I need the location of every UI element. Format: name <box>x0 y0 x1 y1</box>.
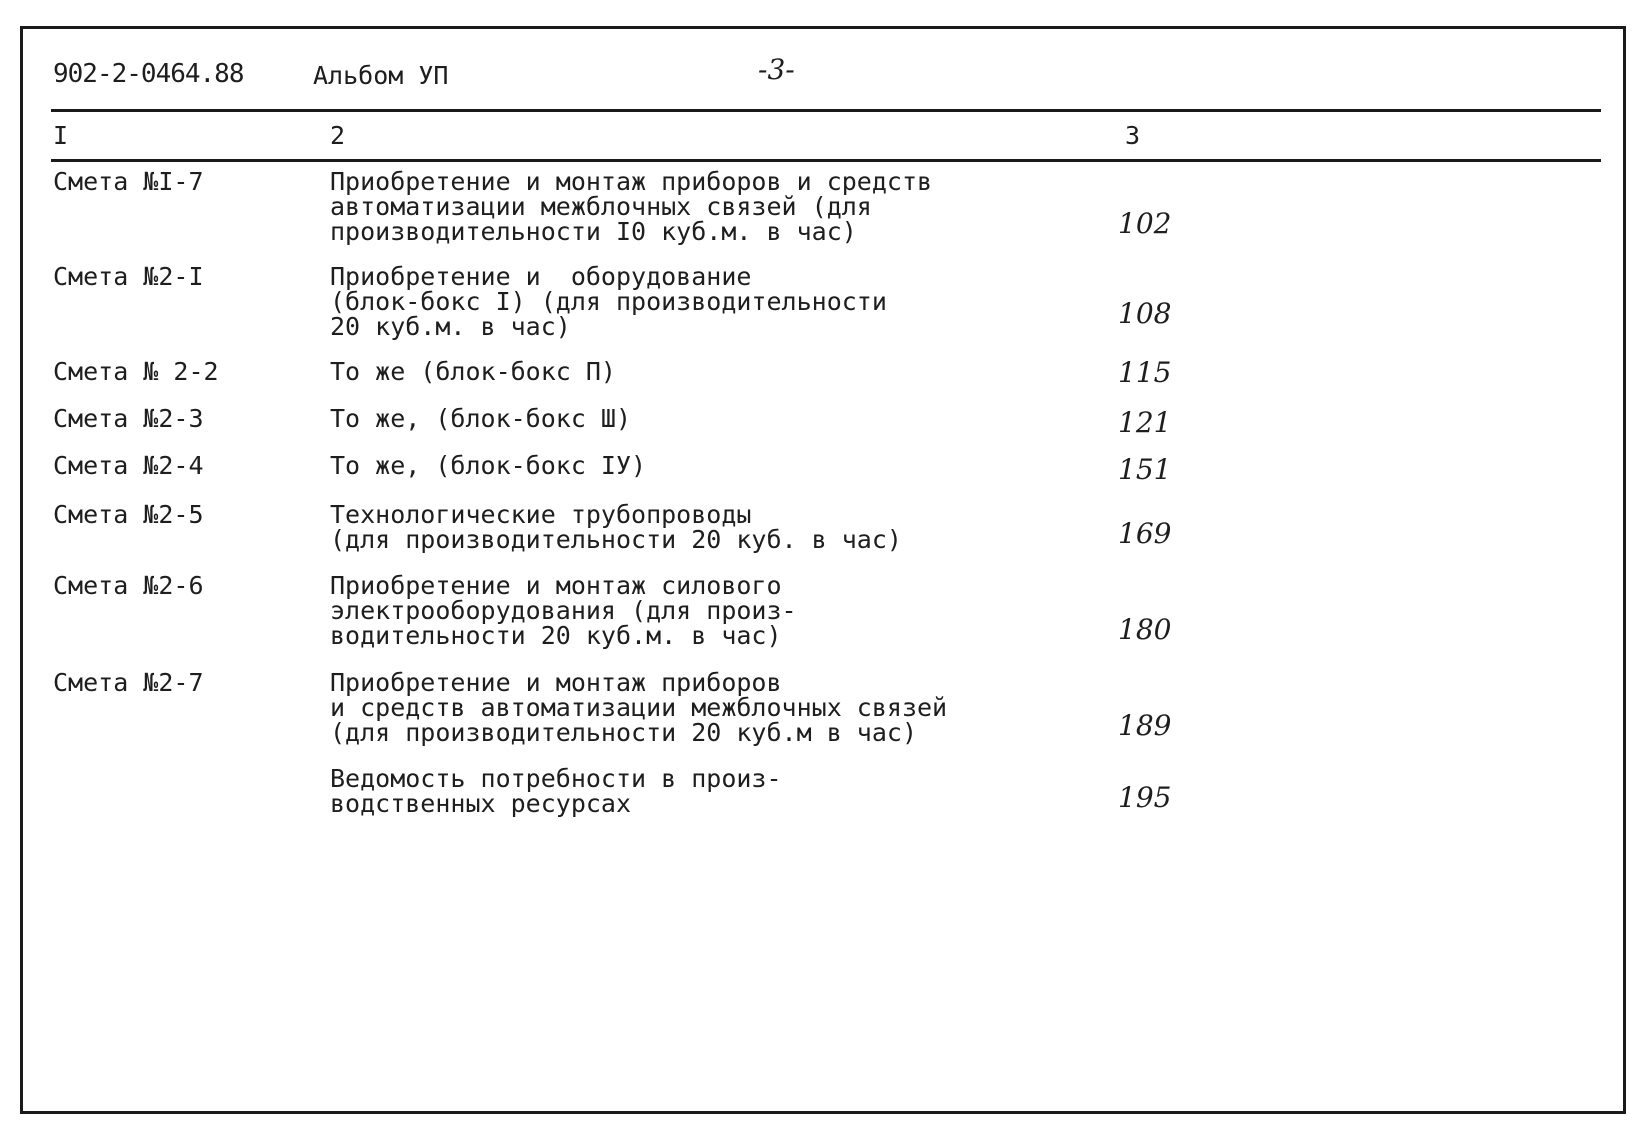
row-6-name: Смета №2-5 <box>53 500 204 529</box>
row-7-description: Приобретение и монтаж силового электрооборудования (для произ- водительности 20 куб.м. в час) <box>330 571 797 650</box>
row-4-page: 121 <box>1118 406 1172 439</box>
row-1-description: Приобретение и монтаж приборов и средств автоматизации межблочных связей (для производительности I0 куб.м. в час) <box>330 167 933 246</box>
row-1-name: Смета №I-7 <box>53 167 204 196</box>
row-5-page: 151 <box>1118 453 1172 486</box>
row-4-name: Смета №2-3 <box>53 404 204 433</box>
row-4-description: То же, (блок-бокс Ш) <box>330 404 632 433</box>
column-header-1: I <box>53 121 69 150</box>
row-5-description: То же, (блок-бокс IУ) <box>330 451 647 480</box>
row-8-page: 189 <box>1118 709 1172 742</box>
page-number: -3- <box>758 53 795 86</box>
row-3-name: Смета № 2-2 <box>53 357 219 386</box>
row-3-description: То же (блок-бокс П) <box>330 357 616 386</box>
document-code: 902-2-0464.88 <box>53 59 244 89</box>
row-6-page: 169 <box>1118 517 1172 550</box>
row-8-description: Приобретение и монтаж приборов и средств автоматизации межблочных связей (для производительности 20 куб.м в час) <box>330 668 948 747</box>
row-5-name: Смета №2-4 <box>53 451 204 480</box>
row-2-name: Смета №2-I <box>53 262 204 291</box>
document-sheet <box>20 26 1626 1114</box>
row-1-page: 102 <box>1118 207 1172 240</box>
row-7-name: Смета №2-6 <box>53 571 204 600</box>
row-9-description: Ведомость потребности в произ- водственных ресурсах <box>330 764 782 818</box>
row-9-page: 195 <box>1118 781 1172 814</box>
row-6-description: Технологические трубопроводы (для производительности 20 куб. в час) <box>330 500 902 554</box>
column-header-3: 3 <box>1125 121 1141 150</box>
row-8-name: Смета №2-7 <box>53 668 204 697</box>
album-label: Альбом УП <box>313 61 449 90</box>
row-3-page: 115 <box>1118 356 1172 389</box>
row-7-page: 180 <box>1118 613 1172 646</box>
column-header-2: 2 <box>330 121 346 150</box>
row-2-description: Приобретение и оборудование (блок-бокс I) (для производительности 20 куб.м. в час) <box>330 262 887 341</box>
row-2-page: 108 <box>1118 297 1172 330</box>
header-rule <box>51 109 1601 112</box>
column-header-rule <box>51 159 1601 162</box>
